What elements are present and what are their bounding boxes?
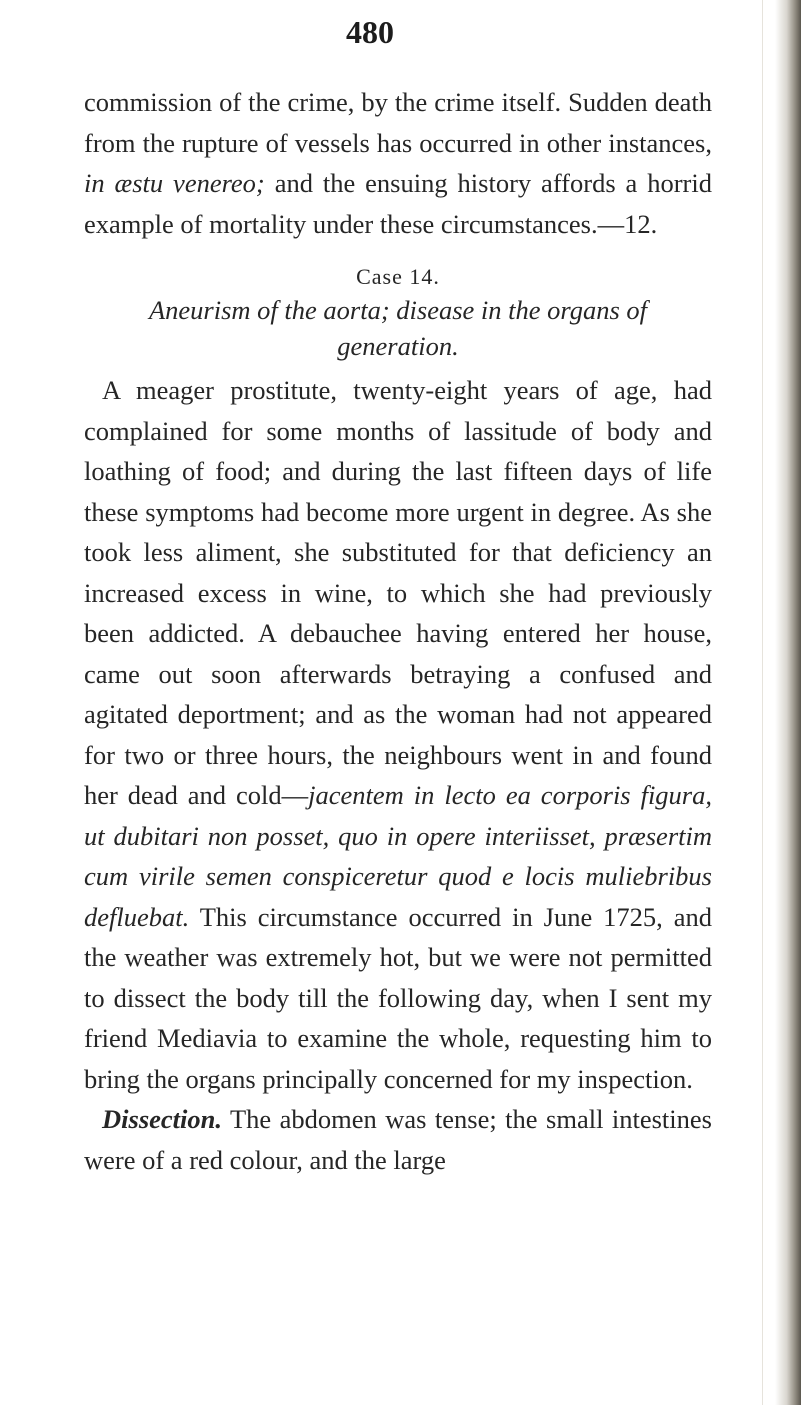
case-title-line-2: generation. [337, 331, 459, 361]
dissection-paragraph [84, 1099, 712, 1180]
page-edge-shadow [775, 0, 801, 1405]
previous-case-text-1: commission of the crime, by the crime itself. Sudden death from the rupture of vessels has occurred in other instances, [84, 87, 712, 158]
case-title-line-1: Aneurism of the aorta; disease in the organs of [148, 295, 648, 325]
narrative-text-1: A meager prostitute, twenty-eight years of age, had complained for some months of lassitude of body and loathing of food; and during the last fifteen days of life these symptoms had become more urgent in degree. As she took less aliment, she substituted for that deficiency an increased excess in wine, to which she had previously been addicted. A debauchee having entered her house, came out soon afterwards betraying a confused and agitated deportment; and as the woman had not appeared for two or three hours, the neighbours went in and found her dead and cold— [84, 375, 712, 810]
case-title [84, 292, 712, 364]
narrative-latin-passage: jacentem in lecto ea corporis figura, ut dubitari non posset, quo in opere interiisset, præsertim cum virile semen conspiceretur quod e locis muliebribus defluebat. [84, 780, 712, 932]
case-narrative-paragraph [84, 370, 712, 1099]
previous-case-ending [84, 82, 712, 244]
dissection-text: The abdomen was tense; the small intestines were of a red colour, and the large [84, 1104, 712, 1175]
narrative-text-2: This circumstance occurred in June 1725, and the weather was extremely hot, but we were not permitted to dissect the body till the following day, when I sent my friend Mediavia to examine the whole, requesting him to bring the organs principally concerned for my inspection. [84, 901, 712, 1094]
case-heading: Case 14. [356, 264, 440, 289]
page-number: 480 [346, 14, 394, 50]
dissection-run-head: Dissection. [102, 1104, 222, 1134]
page-gutter-line [762, 0, 763, 1405]
previous-case-latin: in æstu venereo; [84, 168, 265, 198]
body-text [84, 82, 712, 1180]
previous-case-text-2: and the ensuing history affords a horrid example of mortality under these circumstances.—12. [84, 168, 712, 239]
